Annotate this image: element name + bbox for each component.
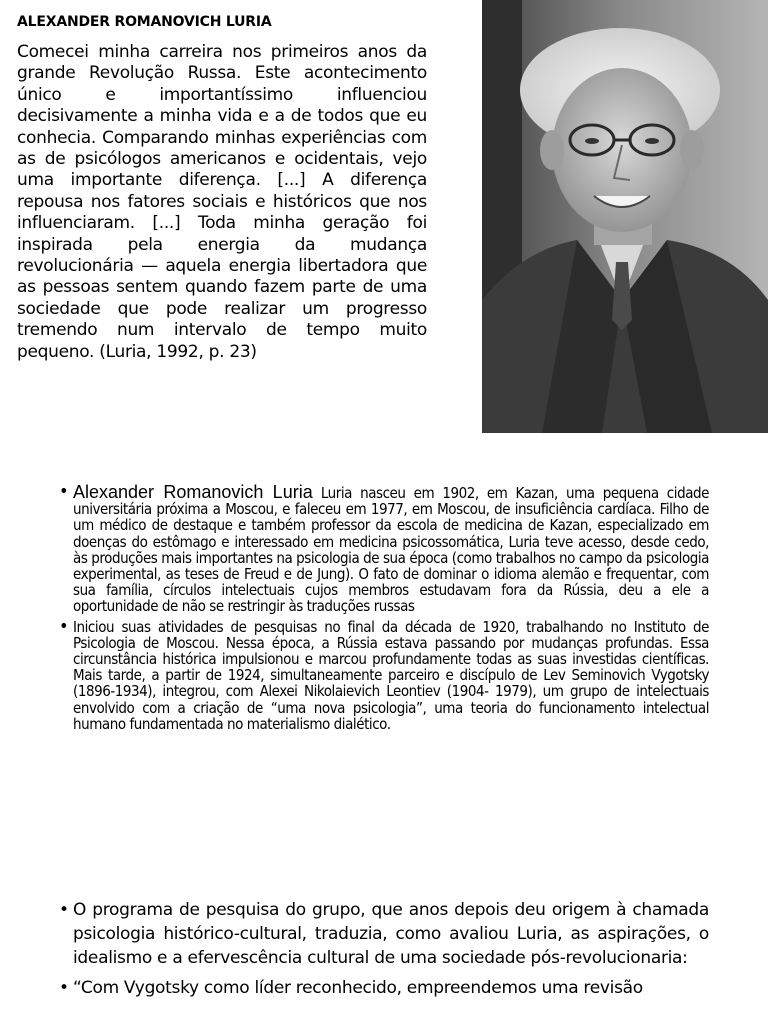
program-bullet-2 — [59, 976, 709, 1000]
bio-bullet-1 — [59, 481, 709, 616]
bio-bullet-2 — [59, 615, 709, 733]
bullet-icon: • — [59, 900, 69, 920]
program-bullet-1 — [59, 898, 709, 970]
bio-bullet-text: Iniciou suas atividades de pesquisas no final da década de 1920, trabalhando no Instituto de Psicologia de Moscou. Nessa época, a Rússia estava passando por mudanças profundas. Essa circunstância histórica impulsionou e marcou profundamente todas as suas investidas científicas. Mais tarde, a partir de 1924, simultaneamente parceiro e discípulo de Lev Seminovich Vygotsky (1896-1934), integrou, com Alexei Nikolaievich Leontiev (1904- 1979), um grupo de intelectuais envolvido com a criação de “uma nova psicologia”, uma teoria do funcionamento intelectual humano fundamentada no materialismo dialético. — [73, 617, 709, 733]
program-bullet-list — [59, 898, 709, 1006]
portrait-photo — [482, 0, 768, 433]
bio-bullet-text: Luria nasceu em 1902, em Kazan, uma pequena cidade universitária próxima a Moscou, e faleceu em 1977, em Moscou, de insuficiência cardíaca. Filho de um médico de destaque e também professor da escola de medicina de Kazan, especializado em doenças do estômago e interessado em medicina psicossomática, Luria teve acesso, desde cedo, às produções mais importantes na psicologia de sua época (como trabalhos no campo da psicologia experimental, as teses de Freud e de Jung). O fato de dominar o idioma alemão e frequentar, com sua família, círculos intelectuais cujos membros estudavam fora da Rússia, deu a ele a oportunidade de não se restringir às traduções russas — [73, 484, 709, 616]
bullet-icon: • — [59, 615, 69, 637]
program-bullet-text: “Com Vygotsky como líder reconhecido, empreendemos uma revisão — [73, 978, 643, 998]
bullet-icon: • — [59, 481, 69, 502]
program-bullet-text: O programa de pesquisa do grupo, que anos depois deu origem à chamada psicologia histórico-cultural, traduzia, como avaliou Luria, as aspirações, o idealismo e a efervescência cultural de uma sociedade pós-revolucionaria: — [73, 900, 709, 968]
bio-bullet-list — [59, 481, 709, 736]
luria-quote: Comecei minha carreira nos primeiros anos da grande Revolução Russa. Este acontecimento único e importantíssimo influenciou decisivamente a minha vida e a de todos que eu conhecia. Comparando minhas experiências com as de psicólogos americanos e ocidentais, vejo uma importante diferença. [...] A diferença repousa nos fatores sociais e históricos que nos influenciaram. [...] Toda minha geração foi inspirada pela energia da mudança revolucionária — aquela energia libertadora que as pessoas sentem quando fazem parte de uma sociedade que pode realizar um progresso tremendo num intervalo de tempo muito pequeno. (Luria, 1992, p. 23) — [17, 42, 427, 362]
bio-bullet-lead: Alexander Romanovich Luria — [73, 482, 313, 502]
page-title: ALEXANDER ROMANOVICH LURIA — [17, 14, 272, 30]
bullet-icon: • — [59, 978, 69, 998]
